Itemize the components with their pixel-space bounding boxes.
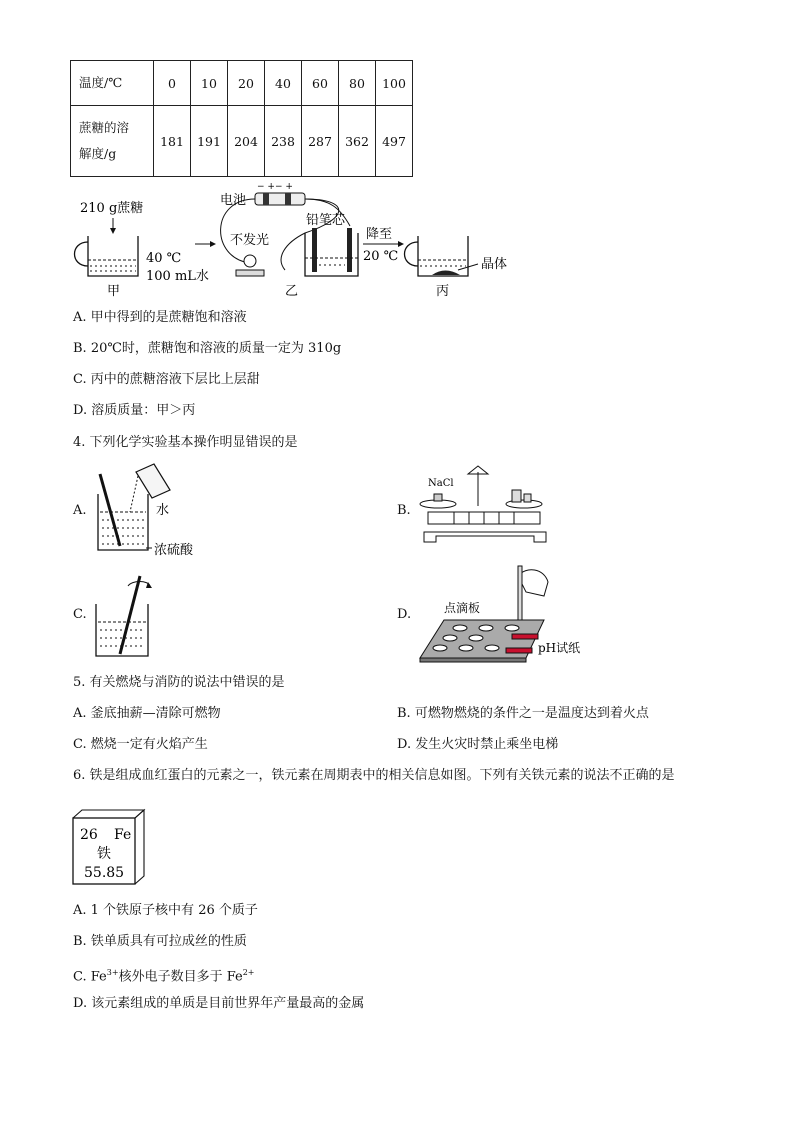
table-cell: 80: [339, 61, 376, 106]
atomic-mass: 55.85: [84, 865, 125, 881]
label-no-light: 不发光: [230, 233, 270, 248]
wire: [281, 199, 339, 270]
question-6-stem: 6. 铁是组成血红蛋白的元素之一，铁元素在周期表中的相关信息如图。下列有关铁元素的说法不正确的是: [73, 768, 675, 783]
battery-icon: [255, 193, 305, 205]
table-cell: 238: [265, 106, 302, 177]
glass-rod-icon: [120, 576, 140, 654]
table-cell: 191: [191, 106, 228, 177]
spot-well: [485, 645, 499, 651]
beaker-icon: [98, 494, 148, 550]
option-6c-middle: 核外电子数目多于 Fe: [118, 969, 243, 985]
option-6c: [73, 964, 255, 986]
table-cell: 497: [376, 106, 413, 177]
option-5d: D. 发生火灾时禁止乘坐电梯: [397, 737, 559, 752]
pencil-lead-electrode: [347, 228, 352, 272]
option-3b: B. 20℃时，蔗糖饱和溶液的质量一定为 310g: [73, 341, 342, 356]
balance-figure: [414, 462, 564, 552]
header-line: 蔗糖的溶: [79, 120, 130, 135]
table-cell: 100: [376, 61, 413, 106]
label-ph-paper: pH试纸: [538, 641, 581, 655]
spot-well: [443, 635, 457, 641]
option-5c: C. 燃烧一定有火焰产生: [73, 737, 208, 752]
ph-test-figure: [414, 562, 594, 666]
label-battery: 电池: [220, 193, 247, 208]
acid-dilution-figure: [90, 462, 230, 562]
battery-cell: [285, 193, 291, 205]
pour-stream: [130, 476, 138, 512]
table-cell: 181: [154, 106, 191, 177]
label-bing: 丙: [436, 284, 450, 299]
question-5-stem: 5. 有关燃烧与消防的说法中错误的是: [73, 675, 285, 690]
bulb-base: [236, 270, 264, 276]
cup-jia: [88, 236, 138, 276]
element-symbol: Fe: [114, 827, 132, 843]
cup-bing: [418, 236, 468, 276]
salt-icon: [434, 494, 442, 501]
label-temperature: 40 ℃: [146, 251, 182, 266]
table-header-solubility: [71, 106, 154, 177]
bulb-icon: [244, 255, 256, 267]
periodic-element-cell: [70, 808, 150, 888]
label-jia: 甲: [107, 284, 121, 299]
element-box-top: [73, 810, 144, 818]
label-cool-temperature: 20 ℃: [363, 249, 399, 264]
option-6d: D. 该元素组成的单质是目前世界年产量最高的金属: [73, 996, 365, 1011]
spot-well: [505, 625, 519, 631]
table-cell: 60: [302, 61, 339, 106]
option-6c-prefix: C. Fe: [73, 969, 107, 985]
cup-handle: [405, 242, 419, 266]
weight-icon: [524, 494, 531, 502]
label-water: 水: [156, 503, 170, 518]
option-5a: A. 釜底抽薪—清除可燃物: [73, 706, 221, 721]
stirring-figure: [90, 572, 170, 662]
label-polarity: − +− +: [257, 182, 293, 192]
process-arrow-head: [398, 241, 404, 247]
cup-handle: [75, 242, 89, 266]
spot-well: [453, 625, 467, 631]
table-cell: 20: [228, 61, 265, 106]
spot-well: [479, 625, 493, 631]
label-cool-down: 降至: [366, 227, 393, 242]
option-3a: A. 甲中得到的是蔗糖饱和溶液: [73, 310, 247, 325]
arrow-head: [110, 228, 116, 234]
label-conc-sulfuric-acid: 浓硫酸: [154, 543, 194, 558]
crystal-deposit: [432, 271, 460, 276]
ph-paper-strip: [512, 634, 538, 639]
atomic-number: 26: [80, 827, 98, 843]
label-nacl: NaCl: [428, 478, 454, 489]
charge-superscript: 2+: [242, 968, 255, 977]
table-row-temperature: [71, 61, 413, 106]
balance-base: [424, 532, 546, 542]
table-header-temperature: 温度/℃: [71, 61, 154, 106]
pencil-lead-electrode: [312, 228, 317, 272]
spot-well: [469, 635, 483, 641]
option-3d: D. 溶质质量：甲＞丙: [73, 403, 196, 418]
table-cell: 287: [302, 106, 339, 177]
spot-well: [433, 645, 447, 651]
table-cell: 362: [339, 106, 376, 177]
battery-cell: [263, 193, 269, 205]
spot-plate-edge: [420, 658, 526, 662]
label-spot-plate: 点滴板: [444, 601, 481, 615]
option-4a-label: A.: [73, 503, 87, 518]
option-4c-label: C.: [73, 607, 87, 622]
solubility-table: [70, 60, 413, 177]
option-6a: A. 1 个铁原子核中有 26 个质子: [73, 903, 258, 918]
ph-paper-strip: [506, 648, 532, 653]
sugar-experiment-figure: [60, 178, 530, 303]
beaker-pouring-icon: [136, 464, 170, 498]
table-cell: 40: [265, 61, 302, 106]
charge-superscript: 3+: [106, 968, 119, 977]
element-name: 铁: [97, 846, 111, 862]
label-water: 100 mL水: [146, 269, 209, 284]
wire: [221, 199, 255, 263]
label-yi: 乙: [285, 284, 299, 299]
label-sugar: 210 g蔗糖: [80, 201, 144, 216]
header-line: 解度/g: [79, 146, 117, 161]
option-5b: B. 可燃物燃烧的条件之一是温度达到着火点: [397, 706, 649, 721]
table-cell: 10: [191, 61, 228, 106]
option-4b-label: B.: [397, 503, 411, 518]
option-3c: C. 丙中的蔗糖溶液下层比上层甜: [73, 372, 260, 387]
table-cell: 0: [154, 61, 191, 106]
table-row-solubility: [71, 106, 413, 177]
option-4d-label: D.: [397, 607, 412, 622]
option-6b: B. 铁单质具有可拉成丝的性质: [73, 934, 247, 949]
label-pencil-lead: 铅笔芯: [306, 213, 346, 228]
weight-icon: [512, 490, 521, 502]
table-cell: 204: [228, 106, 265, 177]
process-arrow-head: [210, 241, 216, 247]
label-crystal: 晶体: [481, 257, 508, 272]
glass-rod-icon: [100, 474, 120, 546]
element-box-side: [135, 810, 144, 884]
question-4-stem: 4. 下列化学实验基本操作明显错误的是: [73, 435, 298, 450]
spot-well: [459, 645, 473, 651]
